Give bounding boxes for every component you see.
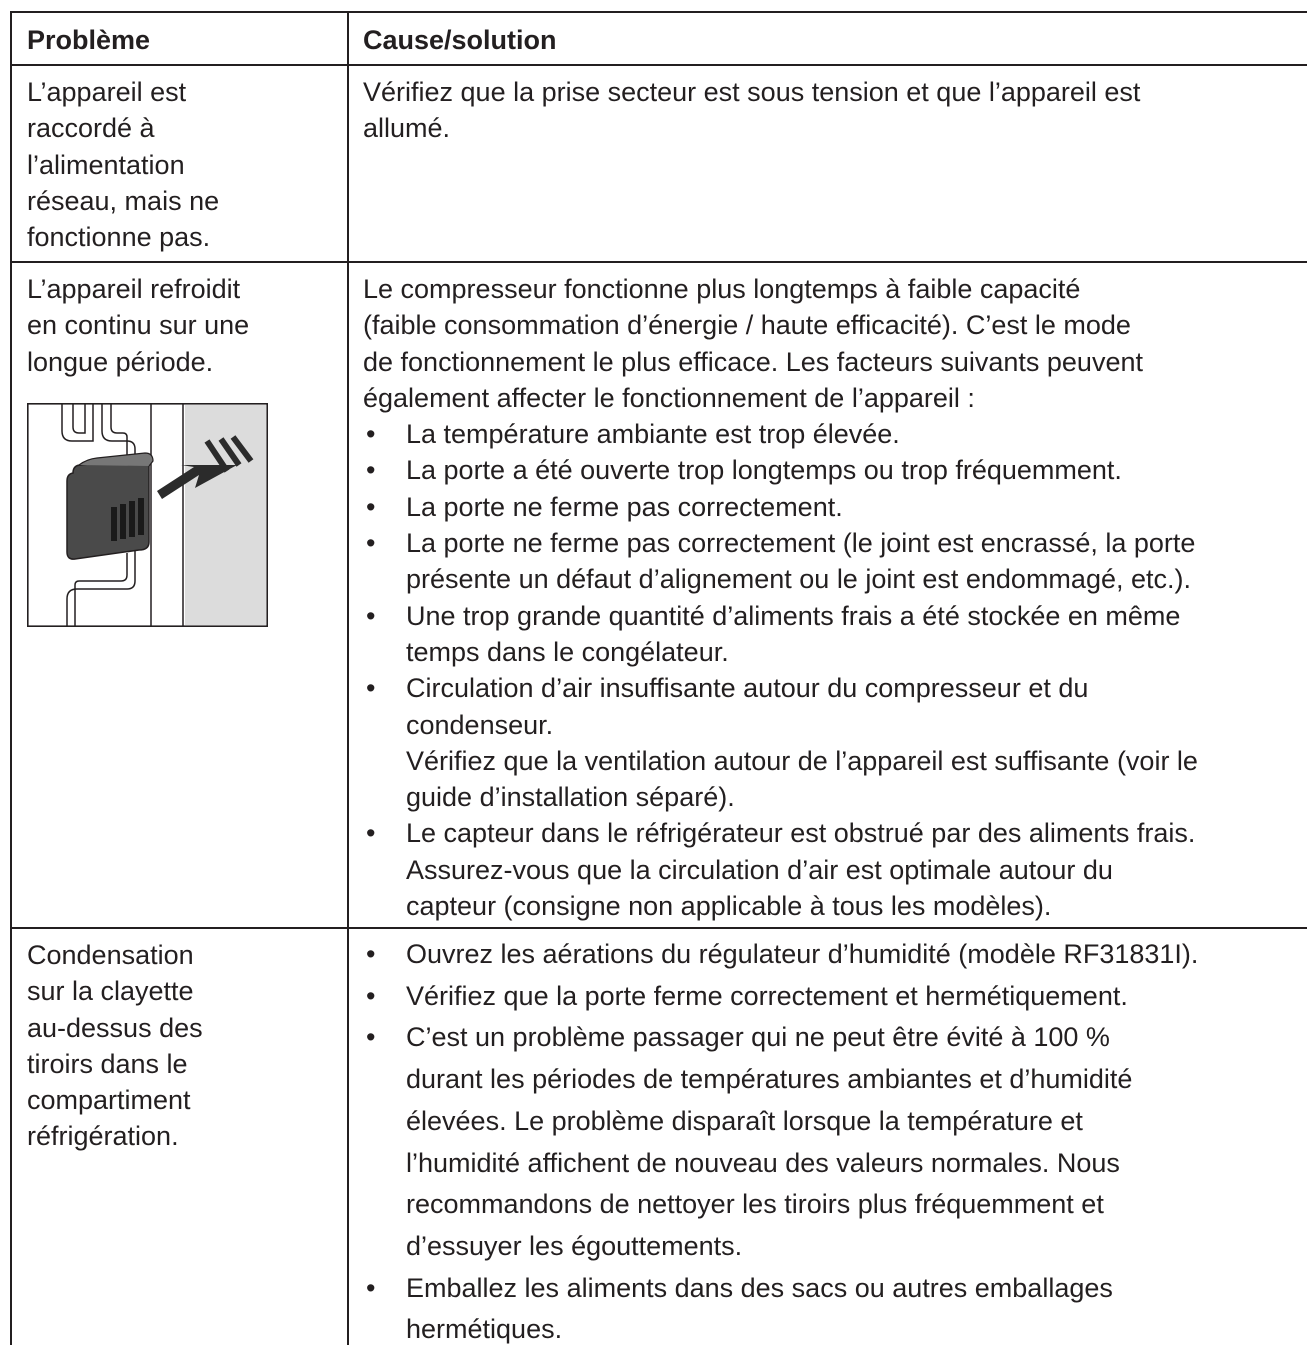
row2-intro-line: de fonctionnement le plus efficace. Les facteurs suivants peuvent <box>363 346 1143 377</box>
bullet-line: • Une trop grande quantité d’aliments frais a été stockée en même <box>406 600 1181 631</box>
bullet-line: Vérifiez que la ventilation autour de l’appareil est suffisante (voir le <box>406 745 1198 776</box>
row1-problem-line: réseau, mais ne <box>27 185 220 216</box>
bullet-line: durant les périodes de températures ambiantes et d’humidité <box>406 1064 1133 1095</box>
row2-intro-line: Le compresseur fonctionne plus longtemps à faible capacité <box>363 274 1081 304</box>
list-item <box>363 452 1307 488</box>
row3-problem-line: réfrigération. <box>27 1121 179 1152</box>
bullet-line: • Circulation d’air insuffisante autour du compresseur et du <box>406 673 1089 704</box>
row2-intro-line: (faible consommation d’énergie / haute efficacité). C’est le mode <box>363 310 1131 341</box>
row1-problem-line: fonctionne pas. <box>27 222 211 253</box>
bullet-line: Assurez-vous que la circulation d’air est optimale autour du <box>406 854 1113 885</box>
row2-problem-line: en continu sur une <box>27 310 250 341</box>
list-item <box>363 670 1307 815</box>
row3-problem-line: au-dessus des <box>27 1012 203 1043</box>
bullet-line: d’essuyer les égouttements. <box>406 1230 743 1261</box>
bullet-line: • Le capteur dans le réfrigérateur est obstrué par des aliments frais. <box>406 818 1196 849</box>
sensor-vent-illustration <box>27 403 268 627</box>
list-item <box>363 976 1307 1018</box>
row3-solution <box>363 934 1307 1351</box>
bullet-line: présente un défaut d’alignement ou le joint est endommagé, etc.). <box>406 564 1191 595</box>
bullet-line: condenseur. <box>406 709 554 740</box>
bullet-line: • La porte ne ferme pas correctement (le joint est encrassé, la porte <box>406 528 1196 559</box>
list-item <box>363 416 1307 452</box>
row1-solution <box>363 74 1307 147</box>
troubleshooting-table <box>10 11 1307 1345</box>
list-item <box>363 1268 1307 1351</box>
header-problem: Problème <box>27 25 151 55</box>
list-item <box>363 815 1307 924</box>
row3-problem-line: Condensation <box>27 940 194 970</box>
list-item <box>363 598 1307 671</box>
header-divider <box>12 64 1307 66</box>
row1-problem-line: l’alimentation <box>27 149 185 180</box>
row2-problem <box>27 271 332 380</box>
header-cause-solution: Cause/solution <box>363 25 557 55</box>
bullet-line: • C’est un problème passager qui ne peut être évité à 100 % <box>406 1022 1110 1053</box>
bullet-line: • La porte ne ferme pas correctement. <box>406 491 843 522</box>
row1-solution-line: allumé. <box>363 113 451 144</box>
column-divider <box>347 13 349 1345</box>
list-item <box>363 489 1307 525</box>
row1-solution-line: Vérifiez que la prise secteur est sous tension et que l’appareil est <box>363 77 1141 107</box>
bullet-line: capteur (consigne non applicable à tous les modèles). <box>406 891 1052 922</box>
row1-problem <box>27 74 332 255</box>
row3-problem-line: sur la clayette <box>27 976 194 1007</box>
row2-problem-line: L’appareil refroidit <box>27 274 241 304</box>
row2-intro-line: également affecter le fonctionnement de l’appareil : <box>363 382 975 413</box>
list-item <box>363 1017 1307 1267</box>
bullet-line: guide d’installation séparé). <box>406 782 735 813</box>
row2-divider <box>12 927 1307 929</box>
bullet-line: temps dans le congélateur. <box>406 636 729 667</box>
row2-problem-line: longue période. <box>27 346 214 377</box>
bullet-line: hermétiques. <box>406 1314 563 1345</box>
bullet-line: l’humidité affichent de nouveau des valeurs normales. Nous <box>406 1147 1120 1178</box>
list-item <box>363 525 1307 598</box>
row3-problem-line: compartiment <box>27 1085 191 1116</box>
row1-problem-line: L’appareil est <box>27 77 187 107</box>
row2-solution <box>363 271 1307 924</box>
bullet-line: recommandons de nettoyer les tiroirs plus fréquemment et <box>406 1189 1104 1220</box>
bullet-line: • La température ambiante est trop élevée. <box>406 419 900 450</box>
row1-problem-line: raccordé à <box>27 113 155 144</box>
bullet-line: • Vérifiez que la porte ferme correctement et hermétiquement. <box>406 980 1128 1011</box>
bullet-line: élevées. Le problème disparaît lorsque la température et <box>406 1105 1083 1136</box>
row2-bullet-list <box>363 416 1307 924</box>
bullet-line: • Emballez les aliments dans des sacs ou autres emballages <box>406 1272 1113 1303</box>
bullet-line: • Ouvrez les aérations du régulateur d’humidité (modèle RF31831I). <box>406 939 1199 969</box>
list-item <box>363 934 1307 976</box>
row3-bullet-list <box>363 934 1307 1351</box>
row3-problem-line: tiroirs dans le <box>27 1048 188 1079</box>
bullet-line: • La porte a été ouverte trop longtemps ou trop fréquemment. <box>406 455 1122 486</box>
row3-problem <box>27 937 332 1155</box>
row1-divider <box>12 261 1307 263</box>
